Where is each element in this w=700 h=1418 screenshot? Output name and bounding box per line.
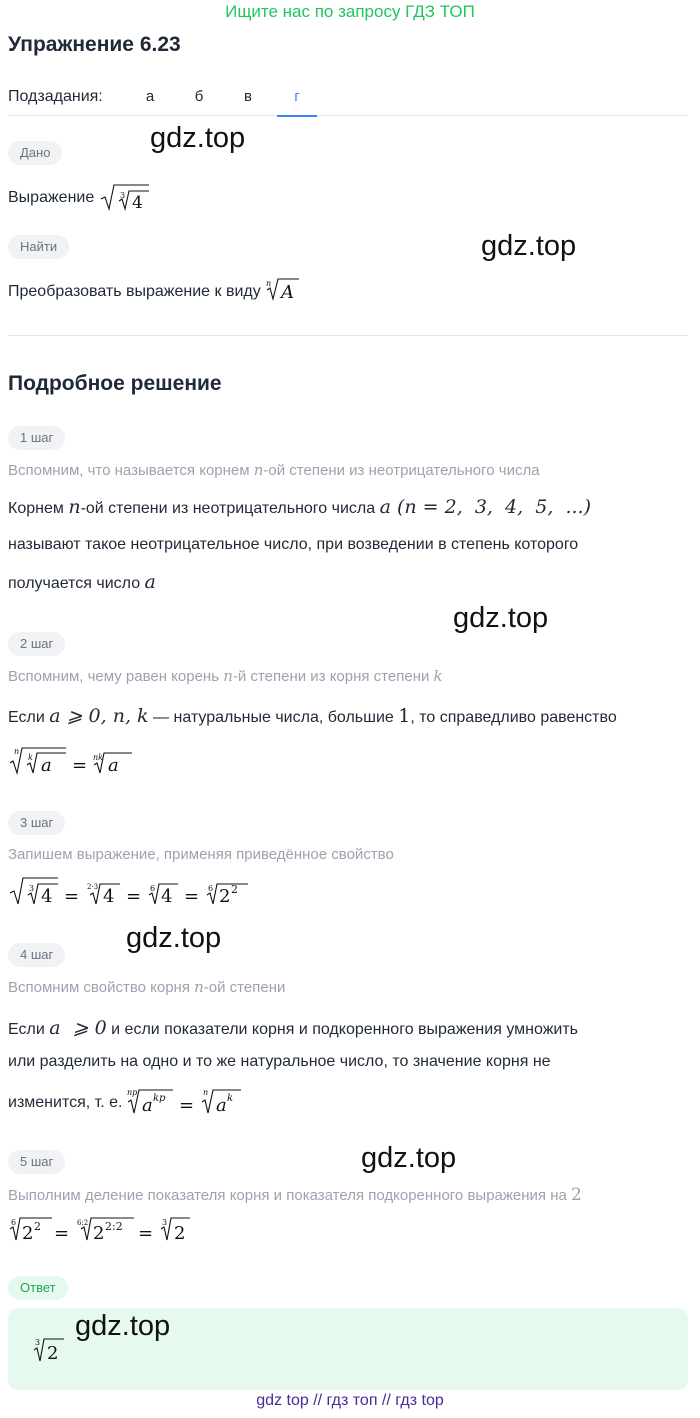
svg-text:2: 2 [231, 883, 238, 896]
find-chip: Найти [8, 235, 69, 259]
svg-text:2: 2 [34, 1220, 41, 1233]
step-2-formula [8, 744, 138, 781]
svg-text:=: = [138, 1223, 154, 1244]
step-4-hint-b: -ой степени [203, 979, 286, 996]
svg-text:6: 6 [208, 884, 214, 893]
svg-text:n: n [202, 1088, 209, 1097]
svg-text:4: 4 [41, 886, 53, 907]
step-2-condition: a ⩾ 0, n, k [49, 705, 149, 727]
svg-text:4: 4 [131, 193, 143, 212]
svg-text:3: 3 [29, 884, 35, 893]
step-1-formula: a (n = 2, 3, 4, 5, ...) [379, 496, 591, 518]
svg-text:kp: kp [152, 1093, 166, 1104]
step-4-line-3 [8, 1086, 252, 1116]
step-5-hint-num: 2 [571, 1185, 582, 1205]
step-2-hint [8, 667, 443, 685]
step-1-line-3 [8, 571, 156, 593]
svg-text:3: 3 [119, 191, 125, 200]
svg-text:6: 6 [11, 1218, 17, 1227]
step-4-line-1 [8, 1017, 578, 1039]
step-4-line-1-b: и если показатели корня и подкоренного выражения умножить [111, 1021, 578, 1038]
svg-text:3: 3 [162, 1218, 168, 1227]
step-5-formula [8, 1212, 208, 1251]
tab-g[interactable]: г [277, 88, 317, 105]
subtasks-bar [8, 84, 688, 116]
step-1-hint-var: n [253, 461, 264, 479]
find-formula [265, 276, 301, 302]
step-5-formula-svg [8, 1212, 208, 1246]
answer-formula [32, 1335, 72, 1365]
svg-text:=: = [72, 755, 88, 776]
step-4-hint-a: Вспомним свойство корня [8, 979, 190, 996]
step-2-hint-a: Вспомним, чему равен корень [8, 668, 220, 685]
step-5-hint-text: Выполним деление показателя корня и показателя подкоренного выражения на [8, 1187, 567, 1204]
step-1-var-a: a [144, 571, 156, 593]
step-1-hint-b: -ой степени из неотрицательного числа [263, 462, 540, 479]
footer-links[interactable]: gdz top // гдз топ // гдз top [256, 1392, 444, 1409]
given-formula [99, 182, 151, 212]
step-2-chip: 2 шаг [8, 632, 65, 656]
step-3-formula [8, 874, 268, 913]
given-text [8, 182, 151, 212]
step-1-hint-a: Вспомним, что называется корнем [8, 462, 250, 479]
svg-text:a: a [141, 1095, 153, 1116]
step-2-line-1-b: — натуральные числа, большие [153, 709, 394, 726]
step-4-hint-var: n [194, 978, 204, 996]
step-1-hint [8, 461, 540, 479]
svg-text:2: 2 [174, 1223, 186, 1244]
given-label: Выражение [8, 189, 95, 206]
step-4-line-1-a: Если [8, 1021, 45, 1038]
step-1-line-1-b: -ой степени из неотрицательного числа [80, 500, 376, 517]
svg-text:=: = [178, 1095, 194, 1116]
given-chip: Дано [8, 141, 62, 165]
svg-text:=: = [64, 886, 80, 907]
svg-text:k: k [226, 1093, 233, 1104]
step-1-var-n: n [68, 496, 81, 518]
step-2-hint-b: -й степени из корня степени [232, 668, 430, 685]
step-4-chip: 4 шаг [8, 943, 65, 967]
svg-text:n: n [266, 279, 272, 288]
find-label: Преобразовать выражение к виду [8, 283, 261, 300]
step-3-formula-svg [8, 874, 268, 908]
step-1-line-1 [8, 496, 591, 518]
watermark-4: gdz.top [126, 922, 222, 954]
step-2-line-1-a: Если [8, 709, 45, 726]
find-text [8, 276, 301, 302]
step-2-line-1-c: , то справедливо равенство [410, 709, 617, 726]
step-2-line-1 [8, 705, 617, 727]
step-4-formula-svg [127, 1086, 252, 1116]
watermark-5: gdz.top [361, 1142, 457, 1174]
step-1-line-1-a: Корнем [8, 500, 64, 517]
svg-text:a: a [108, 755, 119, 776]
svg-text:=: = [54, 1223, 70, 1244]
tab-a[interactable]: а [145, 88, 155, 105]
step-3-chip: 3 шаг [8, 811, 65, 835]
svg-text:2: 2 [93, 1223, 105, 1244]
svg-text:2: 2 [47, 1343, 59, 1364]
step-4-line-3-text: изменится, т. е. [8, 1094, 123, 1111]
svg-text:=: = [126, 886, 142, 907]
step-2-one: 1 [398, 705, 411, 727]
svg-text:np: np [126, 1088, 138, 1097]
watermark-2: gdz.top [481, 230, 577, 262]
svg-text:a: a [215, 1095, 227, 1116]
svg-text:a: a [41, 755, 52, 776]
watermark-3: gdz.top [453, 602, 549, 634]
svg-text:2·3: 2·3 [87, 883, 99, 891]
svg-text:3: 3 [35, 1338, 41, 1347]
watermark-1: gdz.top [150, 122, 246, 154]
step-1-line-2: называют такое неотрицательное число, при возведении в степень которого [8, 536, 579, 553]
svg-text:6:2: 6:2 [77, 1219, 89, 1227]
svg-text:4: 4 [103, 886, 115, 907]
step-1-chip: 1 шаг [8, 426, 65, 450]
subtasks-label: Подзадания: [8, 88, 103, 105]
answer-chip: Ответ [8, 1276, 68, 1300]
step-4-line-2: или разделить на одно и то же натуральное число, то значение корня не [8, 1053, 551, 1070]
step-2-hint-var: n [223, 667, 233, 685]
step-3-hint: Запишем выражение, применяя приведённое свойство [8, 846, 394, 863]
svg-text:2: 2 [219, 886, 231, 907]
svg-text:2: 2 [22, 1223, 34, 1244]
section-title: Подробное решение [8, 372, 222, 395]
divider [8, 335, 688, 336]
svg-text:6: 6 [150, 884, 156, 893]
svg-text:n: n [14, 747, 20, 756]
step-5-hint [8, 1185, 582, 1205]
step-2-hint-var-k: k [433, 667, 443, 685]
svg-text:A: A [281, 282, 295, 302]
tab-b[interactable]: б [194, 88, 204, 105]
step-4-hint [8, 978, 285, 996]
step-1-line-3-text: получается число [8, 575, 141, 592]
tab-v[interactable]: в [244, 88, 252, 105]
svg-text:nk: nk [93, 753, 103, 762]
svg-text:4: 4 [161, 886, 173, 907]
step-4-condition: a ⩾ 0 [49, 1017, 107, 1039]
svg-text:=: = [184, 886, 200, 907]
watermark-6: gdz.top [75, 1310, 171, 1342]
svg-text:k: k [28, 753, 33, 762]
step-5-chip: 5 шаг [8, 1150, 65, 1174]
top-banner: Ищите нас по запросу ГДЗ ТОП [225, 2, 475, 21]
svg-text:2:2: 2:2 [105, 1220, 123, 1233]
step-2-formula-svg [8, 744, 138, 776]
page-title: Упражнение 6.23 [8, 33, 181, 56]
